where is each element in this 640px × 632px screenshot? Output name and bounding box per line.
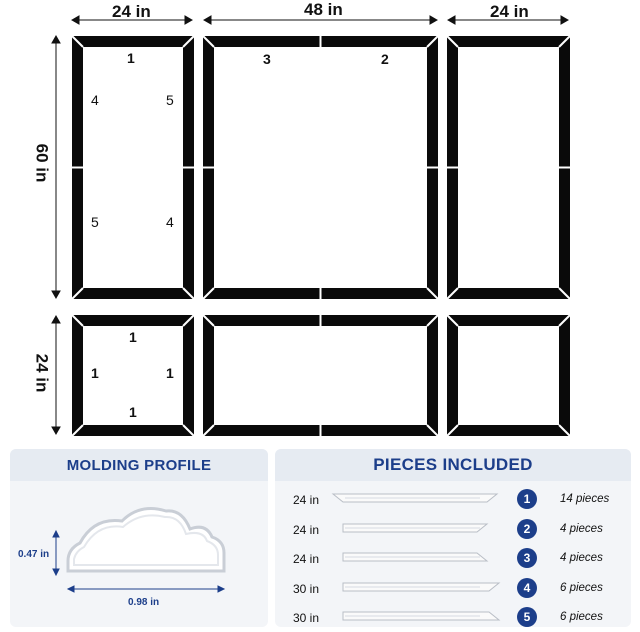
frames-group [72,36,570,436]
dim-top-middle: 48 in [304,0,343,19]
label-tl-left-lower: 5 [91,214,99,230]
label-tl-right-lower: 4 [166,214,174,230]
piece-count: 6 pieces [560,611,603,623]
label-bl-left: 1 [91,365,99,381]
piece-count: 14 pieces [560,493,610,505]
molding-piece-image [275,610,515,624]
frame-bottom-right-top [447,315,570,326]
label-bl-top: 1 [129,329,137,345]
pieces-included-panel [275,449,631,627]
molding-profile-panel [10,449,268,627]
dim-left-short: 24 in [32,353,52,393]
frame-top-right-top [447,36,570,47]
frame-bottom-left-bottom [72,425,194,436]
frame-bottom-left-top [72,315,194,326]
frame-bottom-middle-left [203,315,214,436]
profile-shape [68,509,224,571]
frame-labels [91,50,389,420]
pieces-included-title: PIECES INCLUDED [275,449,631,481]
label-tl-left-upper: 4 [91,92,99,108]
dimension-arrows [52,16,568,434]
label-bl-right: 1 [166,365,174,381]
piece-count: 4 pieces [560,522,603,535]
piece-count: 6 pieces [560,581,603,594]
label-mid-top-right: 2 [381,51,389,67]
frame-bottom-left-left [72,315,83,436]
molding-piece-image [275,581,515,595]
frame-bottom-middle-right [427,315,438,436]
piece-count: 4 pieces [560,552,603,564]
frame-bottom-right-left [447,315,458,436]
piece-length: 24 in [293,493,320,507]
molding-profile-title: MOLDING PROFILE [10,449,268,481]
frame-top-right-bottom [447,288,570,299]
profile-width-label: 0.98 in [128,597,160,608]
molding-piece-image [275,522,515,536]
frame-bottom-left-right [183,315,194,436]
piece-length: 24 in [293,522,320,537]
dim-top-left: 24 in [112,2,151,21]
piece-length: 24 in [293,552,320,566]
piece-length: 30 in [293,581,320,596]
label-bl-bottom: 1 [129,404,137,420]
frame-bottom-right-bottom [447,425,570,436]
label-tl-top: 1 [127,50,135,66]
piece-length: 30 in [293,611,320,625]
piece-badge: 2 [517,519,537,539]
piece-badge: 4 [517,578,537,598]
frame-bottom-right-right [559,315,570,436]
molding-piece-image [275,551,515,565]
dim-top-right: 24 in [490,2,529,21]
piece-badge: 3 [517,548,537,568]
frame-top-left-top [72,36,194,47]
profile-height-label: 0.47 in [18,549,50,560]
dim-left-tall: 60 in [32,143,52,183]
label-mid-top-left: 3 [263,51,271,67]
frame-top-left-bottom [72,288,194,299]
molding-piece-image [275,492,515,506]
piece-badge: 5 [517,607,537,627]
label-tl-right-upper: 5 [166,92,174,108]
piece-badge: 1 [517,489,537,509]
